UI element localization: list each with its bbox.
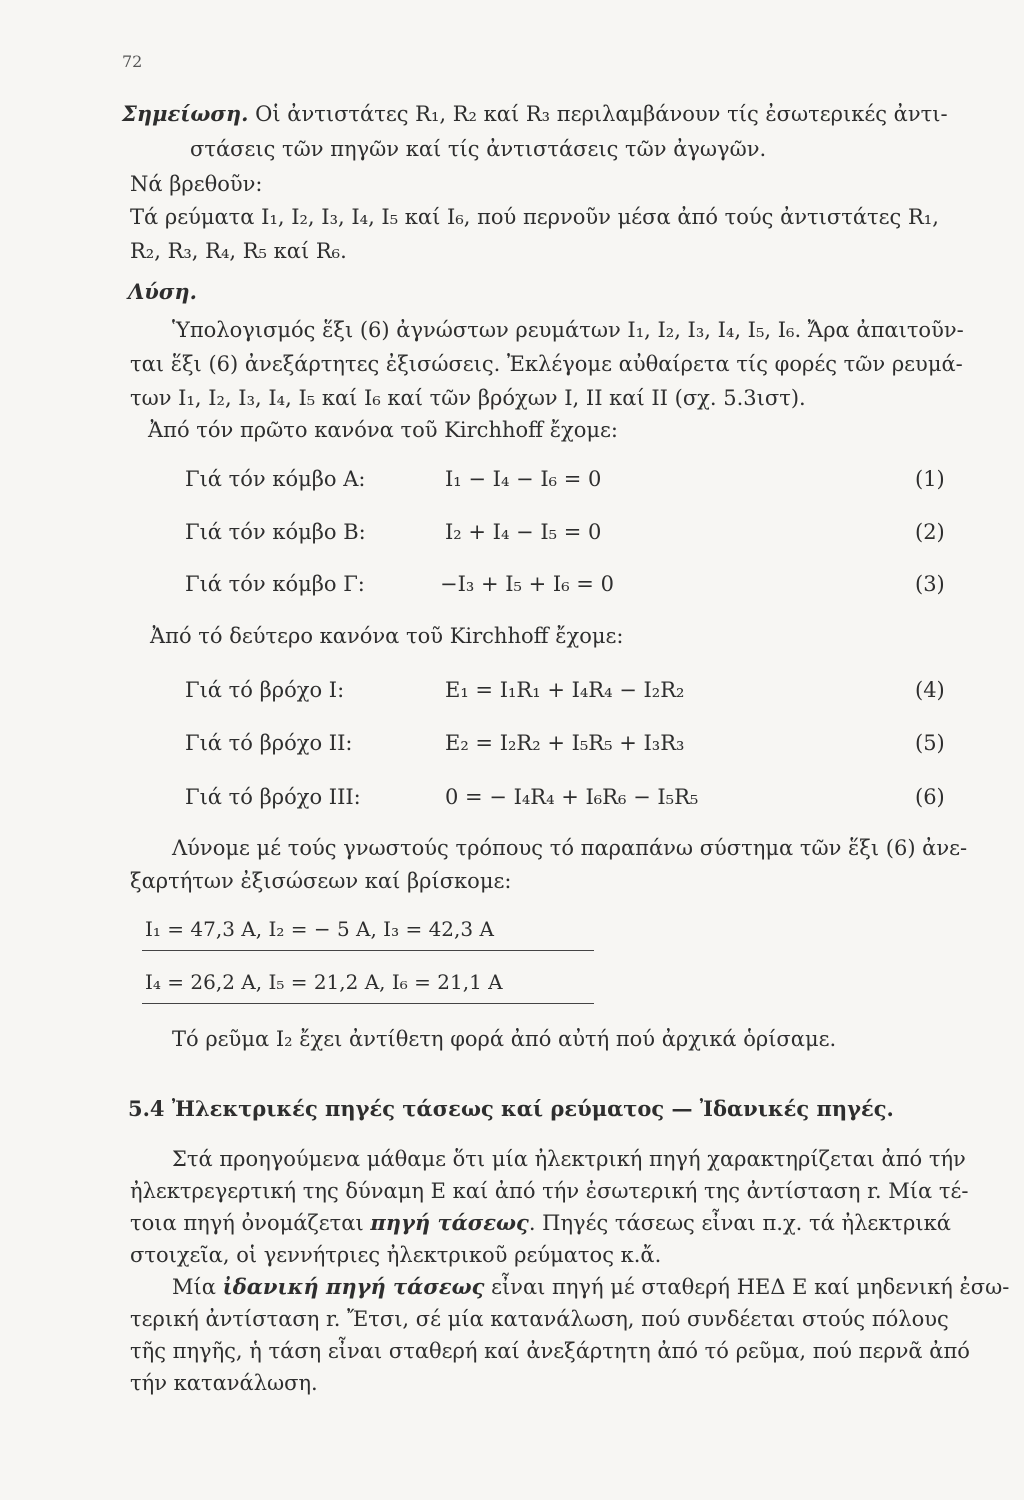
current-direction-note: Τό ρεῦμα I₂ ἔχει ἀντίθετη φορά ἀπό αὐτή πού ἀρχικά ὁρίσαμε. bbox=[172, 1027, 837, 1051]
solution-line-3: των I₁, I₂, I₃, I₄, I₅ καί I₆ καί τῶν βρόχων I, II καί II (σχ. 5.3ιστ). bbox=[130, 386, 806, 410]
para1-line-4: στοιχεῖα, οἱ γεννήτριες ἠλεκτρικοῦ ρεύματος κ.ἄ. bbox=[130, 1243, 662, 1267]
para2-line-1-start: Μία bbox=[172, 1275, 223, 1299]
loop-eq-3-label: Γιά τό βρόχο III: bbox=[185, 785, 361, 809]
para1-line-3-end: . Πηγές τάσεως εἶναι π.χ. τά ἠλεκτρικά bbox=[528, 1211, 951, 1235]
node-eq-1-number: (1) bbox=[915, 467, 945, 491]
section-heading: 5.4 Ἠλεκτρικές πηγές τάσεως καί ρεύματος — Ἰδανικές πηγές. bbox=[128, 1096, 894, 1121]
results-rule-1 bbox=[142, 950, 594, 951]
para2-line-4: τήν κατανάλωση. bbox=[130, 1371, 318, 1395]
loop-eq-3: 0 = − I₄R₄ + I₆R₆ − I₅R₅ bbox=[445, 785, 699, 809]
loop-eq-1-label: Γιά τό βρόχο I: bbox=[185, 678, 345, 702]
loop-eq-2-label: Γιά τό βρόχο II: bbox=[185, 731, 353, 755]
solution-line-4: Ἀπό τόν πρῶτο κανόνα τοῦ Kirchhoff ἔχομε: bbox=[148, 418, 618, 442]
term-voltage-source: πηγή τάσεως bbox=[370, 1210, 529, 1235]
note-label: Σημείωση. bbox=[122, 101, 249, 126]
para1-line-3-start: τοια πηγή ὀνομάζεται bbox=[130, 1211, 371, 1235]
loop-eq-2: E₂ = I₂R₂ + I₅R₅ + I₃R₃ bbox=[445, 731, 685, 755]
solve-line-1: Λύνομε μέ τούς γνωστούς τρόπους τό παραπάνω σύστημα τῶν ἕξι (6) ἀνε- bbox=[172, 836, 968, 860]
solution-label: Λύση. bbox=[128, 279, 197, 304]
second-rule-line: Ἀπό τό δεύτερο κανόνα τοῦ Kirchhoff ἔχομε: bbox=[150, 624, 624, 648]
para1-line-3 bbox=[130, 1209, 951, 1237]
node-eq-3: −I₃ + I₅ + I₆ = 0 bbox=[440, 572, 614, 596]
node-eq-1: I₁ − I₄ − I₆ = 0 bbox=[445, 467, 602, 491]
loop-eq-1: E₁ = I₁R₁ + I₄R₄ − I₂R₂ bbox=[445, 678, 685, 702]
note-line-1 bbox=[122, 100, 948, 128]
node-eq-2-number: (2) bbox=[915, 520, 945, 544]
loop-eq-2-number: (5) bbox=[915, 731, 945, 755]
note-line-2: στάσεις τῶν πηγῶν καί τίς ἀντιστάσεις τῶν ἀγωγῶν. bbox=[190, 137, 767, 161]
para2-line-1-end: εἶναι πηγή μέ σταθερή ΗΕΔ E καί μηδενική ἐσω- bbox=[484, 1275, 1010, 1299]
node-eq-3-number: (3) bbox=[915, 572, 945, 596]
page-number: 72 bbox=[122, 52, 143, 71]
node-eq-3-label: Γιά τόν κόμβο Γ: bbox=[185, 572, 365, 596]
loop-eq-1-number: (4) bbox=[915, 678, 945, 702]
results-rule-2 bbox=[142, 1003, 594, 1004]
node-eq-2: I₂ + I₄ − I₅ = 0 bbox=[445, 520, 602, 544]
find-line-1: Νά βρεθοῦν: bbox=[130, 172, 263, 196]
node-eq-2-label: Γιά τόν κόμβο B: bbox=[185, 520, 366, 544]
para2-line-1 bbox=[172, 1273, 1009, 1301]
solution-line-1: Ὑπολογισμός ἕξι (6) ἀγνώστων ρευμάτων I₁, I₂, I₃, I₄, I₅, I₆. Ἄρα ἀπαιτοῦν- bbox=[172, 318, 964, 342]
find-line-2: Τά ρεύματα I₁, I₂, I₃, I₄, I₅ καί I₆, πού περνοῦν μέσα ἀπό τούς ἀντιστάτες R₁, bbox=[130, 205, 939, 229]
find-line-3: R₂, R₃, R₄, R₅ καί R₆. bbox=[130, 239, 347, 263]
para1-line-1: Στά προηγούμενα μάθαμε ὅτι μία ἠλεκτρική πηγή χαρακτηρίζεται ἀπό τήν bbox=[172, 1147, 966, 1171]
solution-line-2: ται ἕξι (6) ἀνεξάρτητες ἐξισώσεις. Ἐκλέγομε αὐθαίρετα τίς φορές τῶν ρευμά- bbox=[130, 352, 963, 376]
node-eq-1-label: Γιά τόν κόμβο A: bbox=[185, 467, 366, 491]
term-ideal-voltage-source: ἰδανική πηγή τάσεως bbox=[222, 1274, 485, 1299]
results-row-2: I₄ = 26,2 A, I₅ = 21,2 A, I₆ = 21,1 A bbox=[145, 970, 503, 994]
para2-line-3: τῆς πηγῆς, ἡ τάση εἶναι σταθερή καί ἀνεξάρτητη ἀπό τό ρεῦμα, πού περνᾶ ἀπό bbox=[130, 1339, 970, 1363]
para2-line-2: τερική ἀντίσταση r. Ἔτσι, σέ μία κατανάλωση, πού συνδέεται στούς πόλους bbox=[130, 1307, 949, 1331]
results-row-1: I₁ = 47,3 A, I₂ = − 5 A, I₃ = 42,3 A bbox=[145, 917, 494, 941]
loop-eq-3-number: (6) bbox=[915, 785, 945, 809]
note-text-1: Οἱ ἀντιστάτες R₁, R₂ καί R₃ περιλαμβάνουν τίς ἐσωτερικές ἀντι- bbox=[255, 102, 948, 126]
para1-line-2: ἠλεκτρεγερτική της δύναμη E καί ἀπό τήν ἐσωτερική της ἀντίσταση r. Μία τέ- bbox=[130, 1179, 969, 1203]
solve-line-2: ξαρτήτων ἐξισώσεων καί βρίσκομε: bbox=[130, 869, 512, 893]
